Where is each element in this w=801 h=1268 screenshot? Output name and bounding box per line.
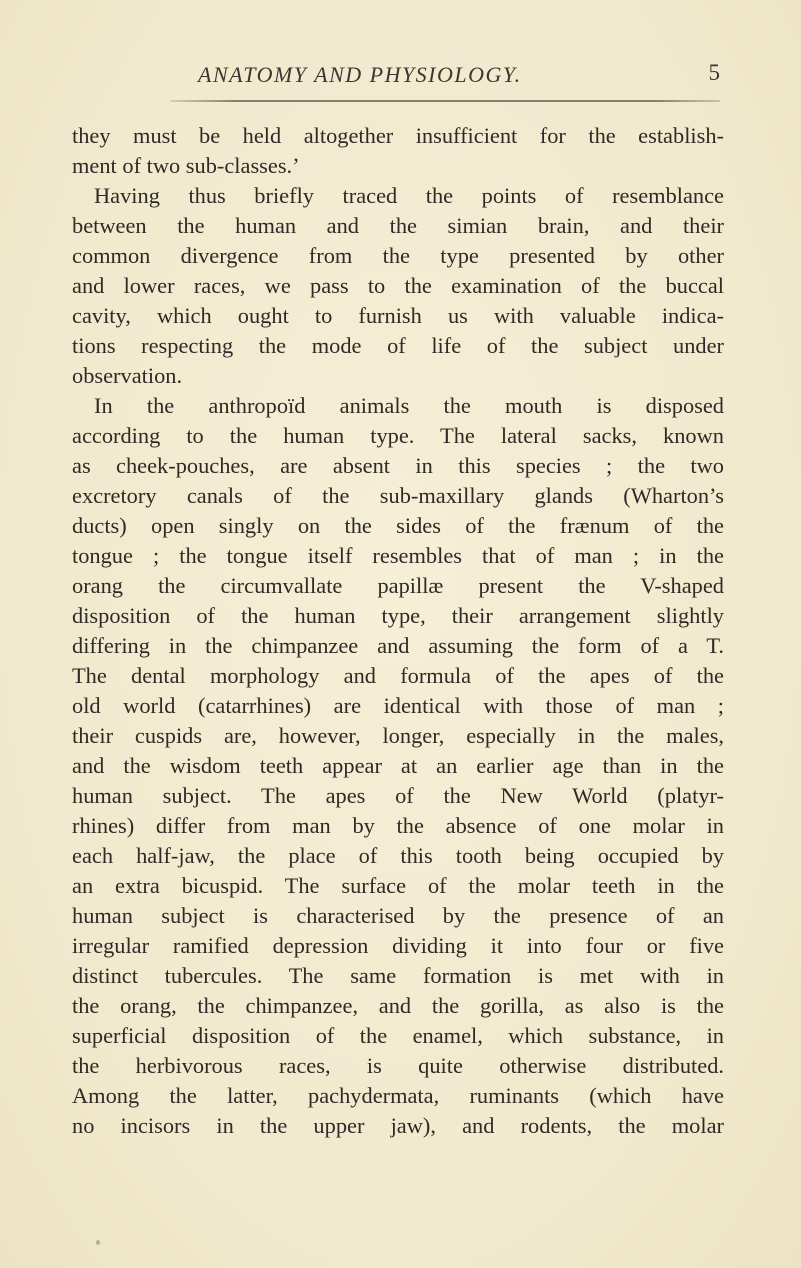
page-header — [198, 58, 758, 98]
paper-speck — [96, 1240, 100, 1245]
text-line: each half-jaw, the place of this tooth being occupied by — [72, 843, 724, 868]
text-line: as cheek-pouches, are absent in this species ; the two — [72, 453, 724, 478]
text-line: old world (catarrhines) are identical with those of man ; — [72, 693, 724, 718]
text-line: common divergence from the type presented by other — [72, 243, 724, 268]
text-line: The dental morphology and formula of the apes of the — [72, 663, 724, 688]
text-line: differing in the chimpanzee and assuming the form of a T. — [72, 633, 724, 658]
running-title: ANATOMY AND PHYSIOLOGY. — [198, 62, 522, 87]
text-line: Having thus briefly traced the points of resemblance — [94, 183, 724, 208]
text-line: distinct tubercules. The same formation is met with in — [72, 963, 724, 988]
text-line: their cuspids are, however, longer, especially in the males, — [72, 723, 724, 748]
text-line: disposition of the human type, their arrangement slightly — [72, 603, 724, 628]
text-line: cavity, which ought to furnish us with valuable indica- — [72, 303, 724, 328]
text-line: ment of two sub-classes.’ — [72, 153, 300, 178]
text-line: they must be held altogether insufficient for the establish- — [72, 123, 724, 148]
text-line: the orang, the chimpanzee, and the gorilla, as also is the — [72, 993, 724, 1018]
text-line: Among the latter, pachydermata, ruminants (which have — [72, 1083, 724, 1108]
text-line: observation. — [72, 363, 183, 388]
body-text — [72, 121, 724, 1141]
text-line: tions respecting the mode of life of the subject under — [72, 333, 724, 358]
text-line: the herbivorous races, is quite otherwise distributed. — [72, 1053, 724, 1078]
text-line: and the wisdom teeth appear at an earlier age than in the — [72, 753, 724, 778]
text-line: and lower races, we pass to the examination of the buccal — [72, 273, 724, 298]
text-line: ducts) open singly on the sides of the frænum of the — [72, 513, 724, 538]
text-line: according to the human type. The lateral sacks, known — [72, 423, 724, 448]
text-line: between the human and the simian brain, and their — [72, 213, 724, 238]
text-line: excretory canals of the sub-maxillary glands (Wharton’s — [72, 483, 724, 508]
text-line: an extra bicuspid. The surface of the molar teeth in the — [72, 873, 724, 898]
text-line: human subject is characterised by the presence of an — [72, 903, 724, 928]
text-line: superficial disposition of the enamel, which substance, in — [72, 1023, 724, 1048]
header-rule — [170, 100, 720, 102]
text-line: orang the circumvallate papillæ present the V-shaped — [72, 573, 724, 598]
text-line: tongue ; the tongue itself resembles that of man ; in the — [72, 543, 724, 568]
text-line: rhines) differ from man by the absence of one molar in — [72, 813, 724, 838]
text-line: irregular ramified depression dividing it into four or five — [72, 933, 724, 958]
page-number: 5 — [708, 60, 720, 85]
text-line: In the anthropoïd animals the mouth is disposed — [94, 393, 724, 418]
text-line: no incisors in the upper jaw), and rodents, the molar — [72, 1113, 724, 1138]
text-line: human subject. The apes of the New World (platyr- — [72, 783, 724, 808]
